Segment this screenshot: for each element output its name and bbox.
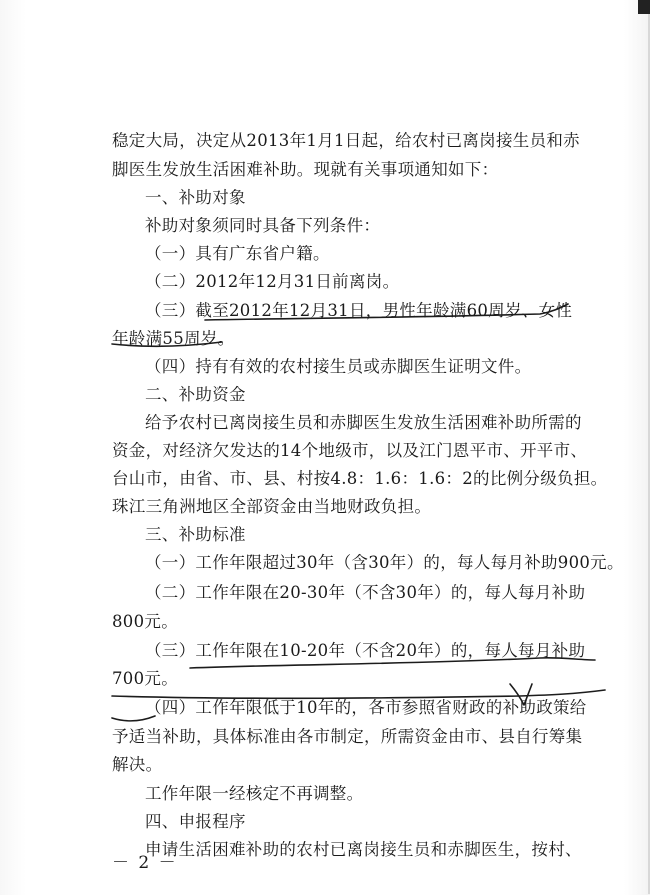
- body-line: 解决。: [112, 755, 163, 774]
- body-line: 700元。: [112, 669, 178, 688]
- scan-corner-mark: [638, 0, 650, 14]
- body-line: 补助对象须同时具备下列条件：: [145, 216, 381, 235]
- body-line: 800元。: [112, 612, 178, 631]
- body-line: 台山市，由省、市、县、村按4.8：1.6：1.6：2的比例分级负担。: [112, 469, 608, 488]
- body-line: （三）截至2012年12月31日，男性年龄满60周岁、女性: [145, 301, 573, 320]
- body-line: （四）工作年限低于10年的，各市参照省财政的补助政策给: [145, 698, 587, 717]
- body-line: （一）工作年限超过30年（含30年）的，每人每月补助900元。: [145, 553, 624, 572]
- body-line: （二）2012年12月31日前离岗。: [145, 272, 400, 291]
- body-line: （二）工作年限在20-30年（不含30年）的，每人每月补助: [145, 583, 586, 602]
- section-heading-2: 二、补助资金: [145, 385, 246, 404]
- body-line: 脚医生发放生活困难补助。现就有关事项通知如下：: [112, 160, 499, 179]
- body-line: 工作年限一经核定不再调整。: [145, 784, 364, 803]
- body-line: 申请生活困难补助的农村已离岗接生员和赤脚医生，按村、: [145, 840, 582, 859]
- body-line: 给予农村已离岗接生员和赤脚医生发放生活困难补助所需的: [145, 413, 582, 432]
- section-heading-3: 三、补助标准: [145, 525, 246, 544]
- body-line: 珠江三角洲地区全部资金由当地财政负担。: [112, 497, 432, 516]
- section-heading-4: 四、申报程序: [145, 812, 246, 831]
- section-heading-1: 一、补助对象: [145, 188, 246, 207]
- page-number: － 2 －: [112, 853, 178, 873]
- body-line: （一）具有广东省户籍。: [145, 244, 330, 263]
- body-line: （三）工作年限在10-20年（不含20年）的，每人每月补助: [145, 641, 586, 660]
- body-line: 资金，对经济欠发达的14个地级市，以及江门恩平市、开平市、: [112, 441, 588, 460]
- body-line: 年龄满55周岁。: [112, 329, 235, 348]
- body-line: 稳定大局，决定从2013年1月1日起，给农村已离岗接生员和赤: [112, 131, 580, 150]
- body-line: 予适当补助，具体标准由各市制定，所需资金由市、县自行筹集: [112, 727, 583, 746]
- body-line: （四）持有有效的农村接生员或赤脚医生证明文件。: [145, 357, 532, 376]
